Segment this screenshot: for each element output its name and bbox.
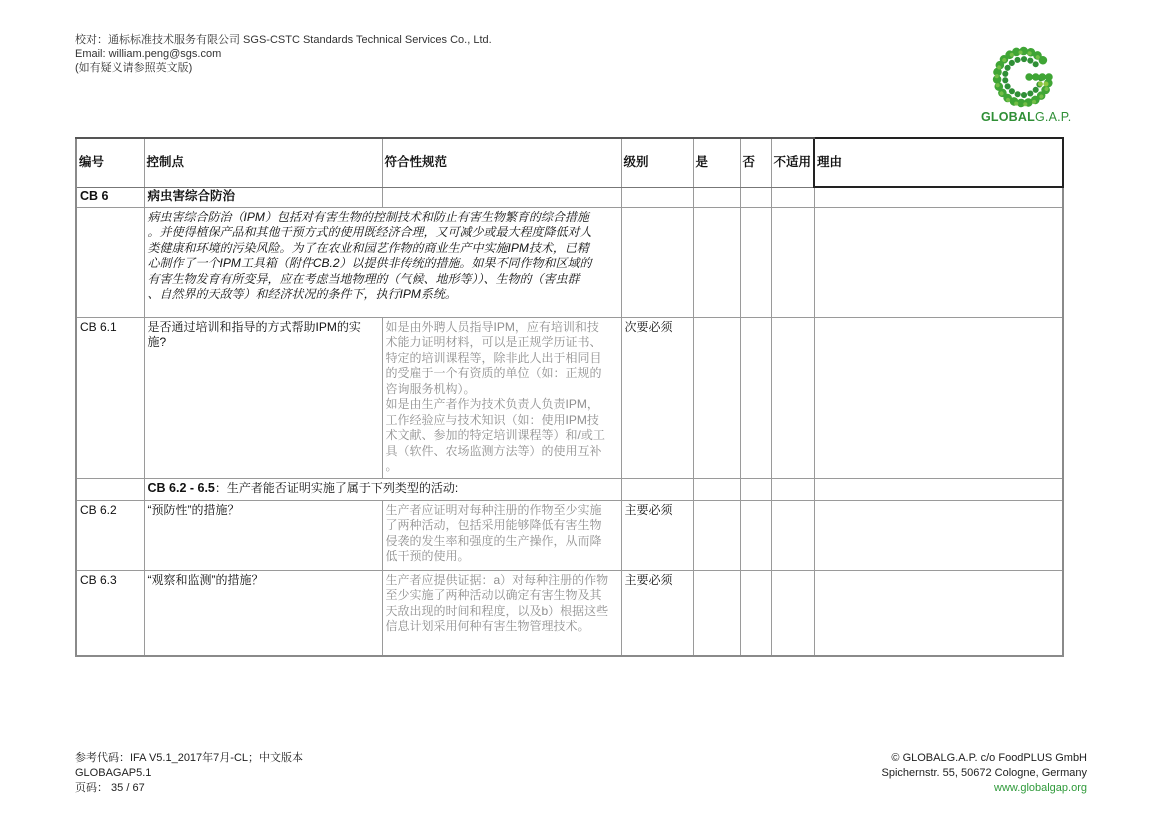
intro-line: 有害生物发育有所变异，应在考虑当地物理的（气候、地形等））、生物的（害虫群 (147, 271, 580, 286)
justification-cell (814, 187, 1063, 207)
criteria-line: 低干预的使用。 (385, 549, 470, 563)
subsection-heading (144, 478, 621, 500)
no-cell (740, 187, 771, 207)
na-cell (771, 478, 814, 500)
section-title: 病虫害综合防治 (144, 187, 382, 207)
control-point-line: “观察和监测”的措施？ (147, 572, 264, 587)
intro-line: 病虫害综合防治（IPM）包括对有害生物的控制技术和防止有害生物繁育的综合措施 (147, 209, 589, 224)
criteria-line: 侵袭的发生率和强度的生产操作，从而降 (385, 533, 602, 548)
compliance-criteria-text (382, 317, 621, 478)
level-value: 主要必须 (621, 570, 693, 656)
justification-cell (814, 500, 1063, 570)
level-value: 主要必须 (621, 500, 693, 570)
control-point-text (144, 500, 382, 570)
empty-id-cell (76, 207, 144, 317)
criteria-line: 信息计划采用何种有害生物管理技术。 (385, 619, 590, 633)
section-id: CB 6 (76, 187, 144, 207)
col-header-control-point: 控制点 (144, 138, 382, 187)
address-line: Spichernstr. 55, 50672 Cologne, Germany (881, 767, 1087, 779)
no-cell (740, 478, 771, 500)
globalgap-wordmark (981, 110, 1071, 124)
subsection-row (76, 478, 1063, 500)
table-row (76, 570, 1063, 656)
criteria-line: 工作经验应与技术知识（如：使用IPM技 (385, 412, 599, 427)
criteria-line: 了两种活动，包括采用能够降低有害生物 (385, 518, 602, 532)
globalgap-g-icon (992, 44, 1054, 110)
control-point-id: CB 6.2 (76, 500, 144, 570)
justification-cell (814, 207, 1063, 317)
checklist-table (75, 137, 1064, 657)
english-version-note: (如有疑义请参照英文版) (75, 62, 193, 74)
yes-cell (693, 570, 740, 656)
document-header (75, 33, 492, 75)
col-header-level: 级别 (621, 138, 693, 187)
compliance-criteria-text (382, 570, 621, 656)
section-intro-text (144, 207, 621, 317)
wordmark-light: G.A.P. (1034, 110, 1072, 124)
compliance-criteria-text (382, 500, 621, 570)
criteria-line: 天敌出现的时间和程度，以及b）根据这些 (385, 603, 609, 618)
control-point-line: 是否通过培训和指导的方式帮助IPM的实 (147, 319, 361, 334)
copyright-line: © GLOBALG.A.P. c/o FoodPLUS GmbH (891, 752, 1087, 764)
no-cell (740, 317, 771, 478)
na-cell (771, 500, 814, 570)
col-header-justification: 理由 (814, 138, 1063, 187)
control-point-text (144, 317, 382, 478)
intro-line: 心制作了一个IPM工具箱（附件CB.2）以提供非传统的措施。如果不同作物和区域的 (147, 256, 592, 270)
criteria-line: 咨询服务机构）。 (385, 381, 476, 396)
control-point-id: CB 6.3 (76, 570, 144, 656)
na-cell (771, 570, 814, 656)
intro-line: 、自然界的天敌等）和经济状况的条件下，执行IPM系统。 (147, 287, 457, 301)
control-point-line: 施? (147, 335, 167, 349)
wordmark-bold: GLOBAL (981, 110, 1035, 124)
no-cell (740, 500, 771, 570)
empty-level-cell (621, 187, 693, 207)
control-point-id: CB 6.1 (76, 317, 144, 478)
level-value: 次要必须 (621, 317, 693, 478)
empty-id-cell (76, 478, 144, 500)
standard-version: GLOBAGAP5.1 (75, 767, 152, 779)
intro-line: 。并使得植保产品和其他干预方式的使用既经济合理，又可减少或最大程度降低对人 (147, 225, 592, 239)
criteria-line: 如是由外聘人员指导IPM，应有培训和技 (385, 319, 599, 334)
proofreader-line: 校对：通标标准技术服务有限公司 SGS-CSTC Standards Technical Services Co., Ltd. (75, 34, 492, 46)
empty-level-cell (621, 478, 693, 500)
footer-right (882, 751, 1087, 796)
na-cell (771, 207, 814, 317)
table-row (76, 317, 1063, 478)
table-row (76, 500, 1063, 570)
yes-cell (693, 317, 740, 478)
na-cell (771, 187, 814, 207)
intro-line: 类健康和环境的污染风险。为了在农业和园艺作物的商业生产中实施IPM技术，已精 (147, 240, 589, 255)
page-number: 页码： 35 / 67 (75, 782, 145, 794)
criteria-line: 术文献、参加的特定培训课程等）和/或工 (385, 428, 605, 442)
criteria-line: 至少实施了两种活动以确定有害生物及其 (385, 588, 602, 602)
justification-cell (814, 478, 1063, 500)
col-header-compliance-criteria: 符合性规范 (382, 138, 621, 187)
yes-cell (693, 207, 740, 317)
website-link[interactable]: www.globalgap.org (994, 782, 1087, 794)
col-header-yes: 是 (693, 138, 740, 187)
section-intro-row (76, 207, 1063, 317)
subsection-text: ：生产者能否证明实施了属于下列类型的活动: (214, 481, 459, 496)
no-cell (740, 207, 771, 317)
justification-cell (814, 570, 1063, 656)
email-line: Email: william.peng@sgs.com (75, 48, 222, 60)
empty-level-cell (621, 207, 693, 317)
criteria-line: 的受雇于一个有资质的单位（如：正规的 (385, 366, 602, 380)
yes-cell (693, 478, 740, 500)
justification-cell (814, 317, 1063, 478)
empty-criteria-cell (382, 187, 621, 207)
criteria-line: 特定的培训课程等，除非此人出于相同目 (385, 350, 602, 365)
criteria-line: 具（软件、农场监测方法等）的使用互补 (385, 443, 602, 458)
col-header-na: 不适用 (771, 138, 814, 187)
reference-code: 参考代码：IFA V5.1_2017年7月-CL；中文版本 (75, 752, 304, 764)
control-point-text (144, 570, 382, 656)
criteria-line: 生产者应提供证据：a）对每种注册的作物 (385, 572, 609, 587)
no-cell (740, 570, 771, 656)
footer-left (75, 751, 303, 796)
yes-cell (693, 187, 740, 207)
yes-cell (693, 500, 740, 570)
col-header-id: 编号 (76, 138, 144, 187)
table-header-row (76, 138, 1063, 187)
criteria-line: 生产者应证明对每种注册的作物至少实施 (385, 502, 602, 517)
col-header-no: 否 (740, 138, 771, 187)
criteria-line: 术能力证明材料，可以是正规学历证书、 (385, 335, 602, 349)
section-row (76, 187, 1063, 207)
na-cell (771, 317, 814, 478)
control-point-line: “预防性”的措施？ (147, 502, 240, 517)
criteria-line: 。 (385, 459, 398, 473)
subsection-id: CB 6.2 - 6.5 (147, 481, 215, 496)
criteria-line: 如是由生产者作为技术负责人负责IPM， (385, 397, 599, 411)
